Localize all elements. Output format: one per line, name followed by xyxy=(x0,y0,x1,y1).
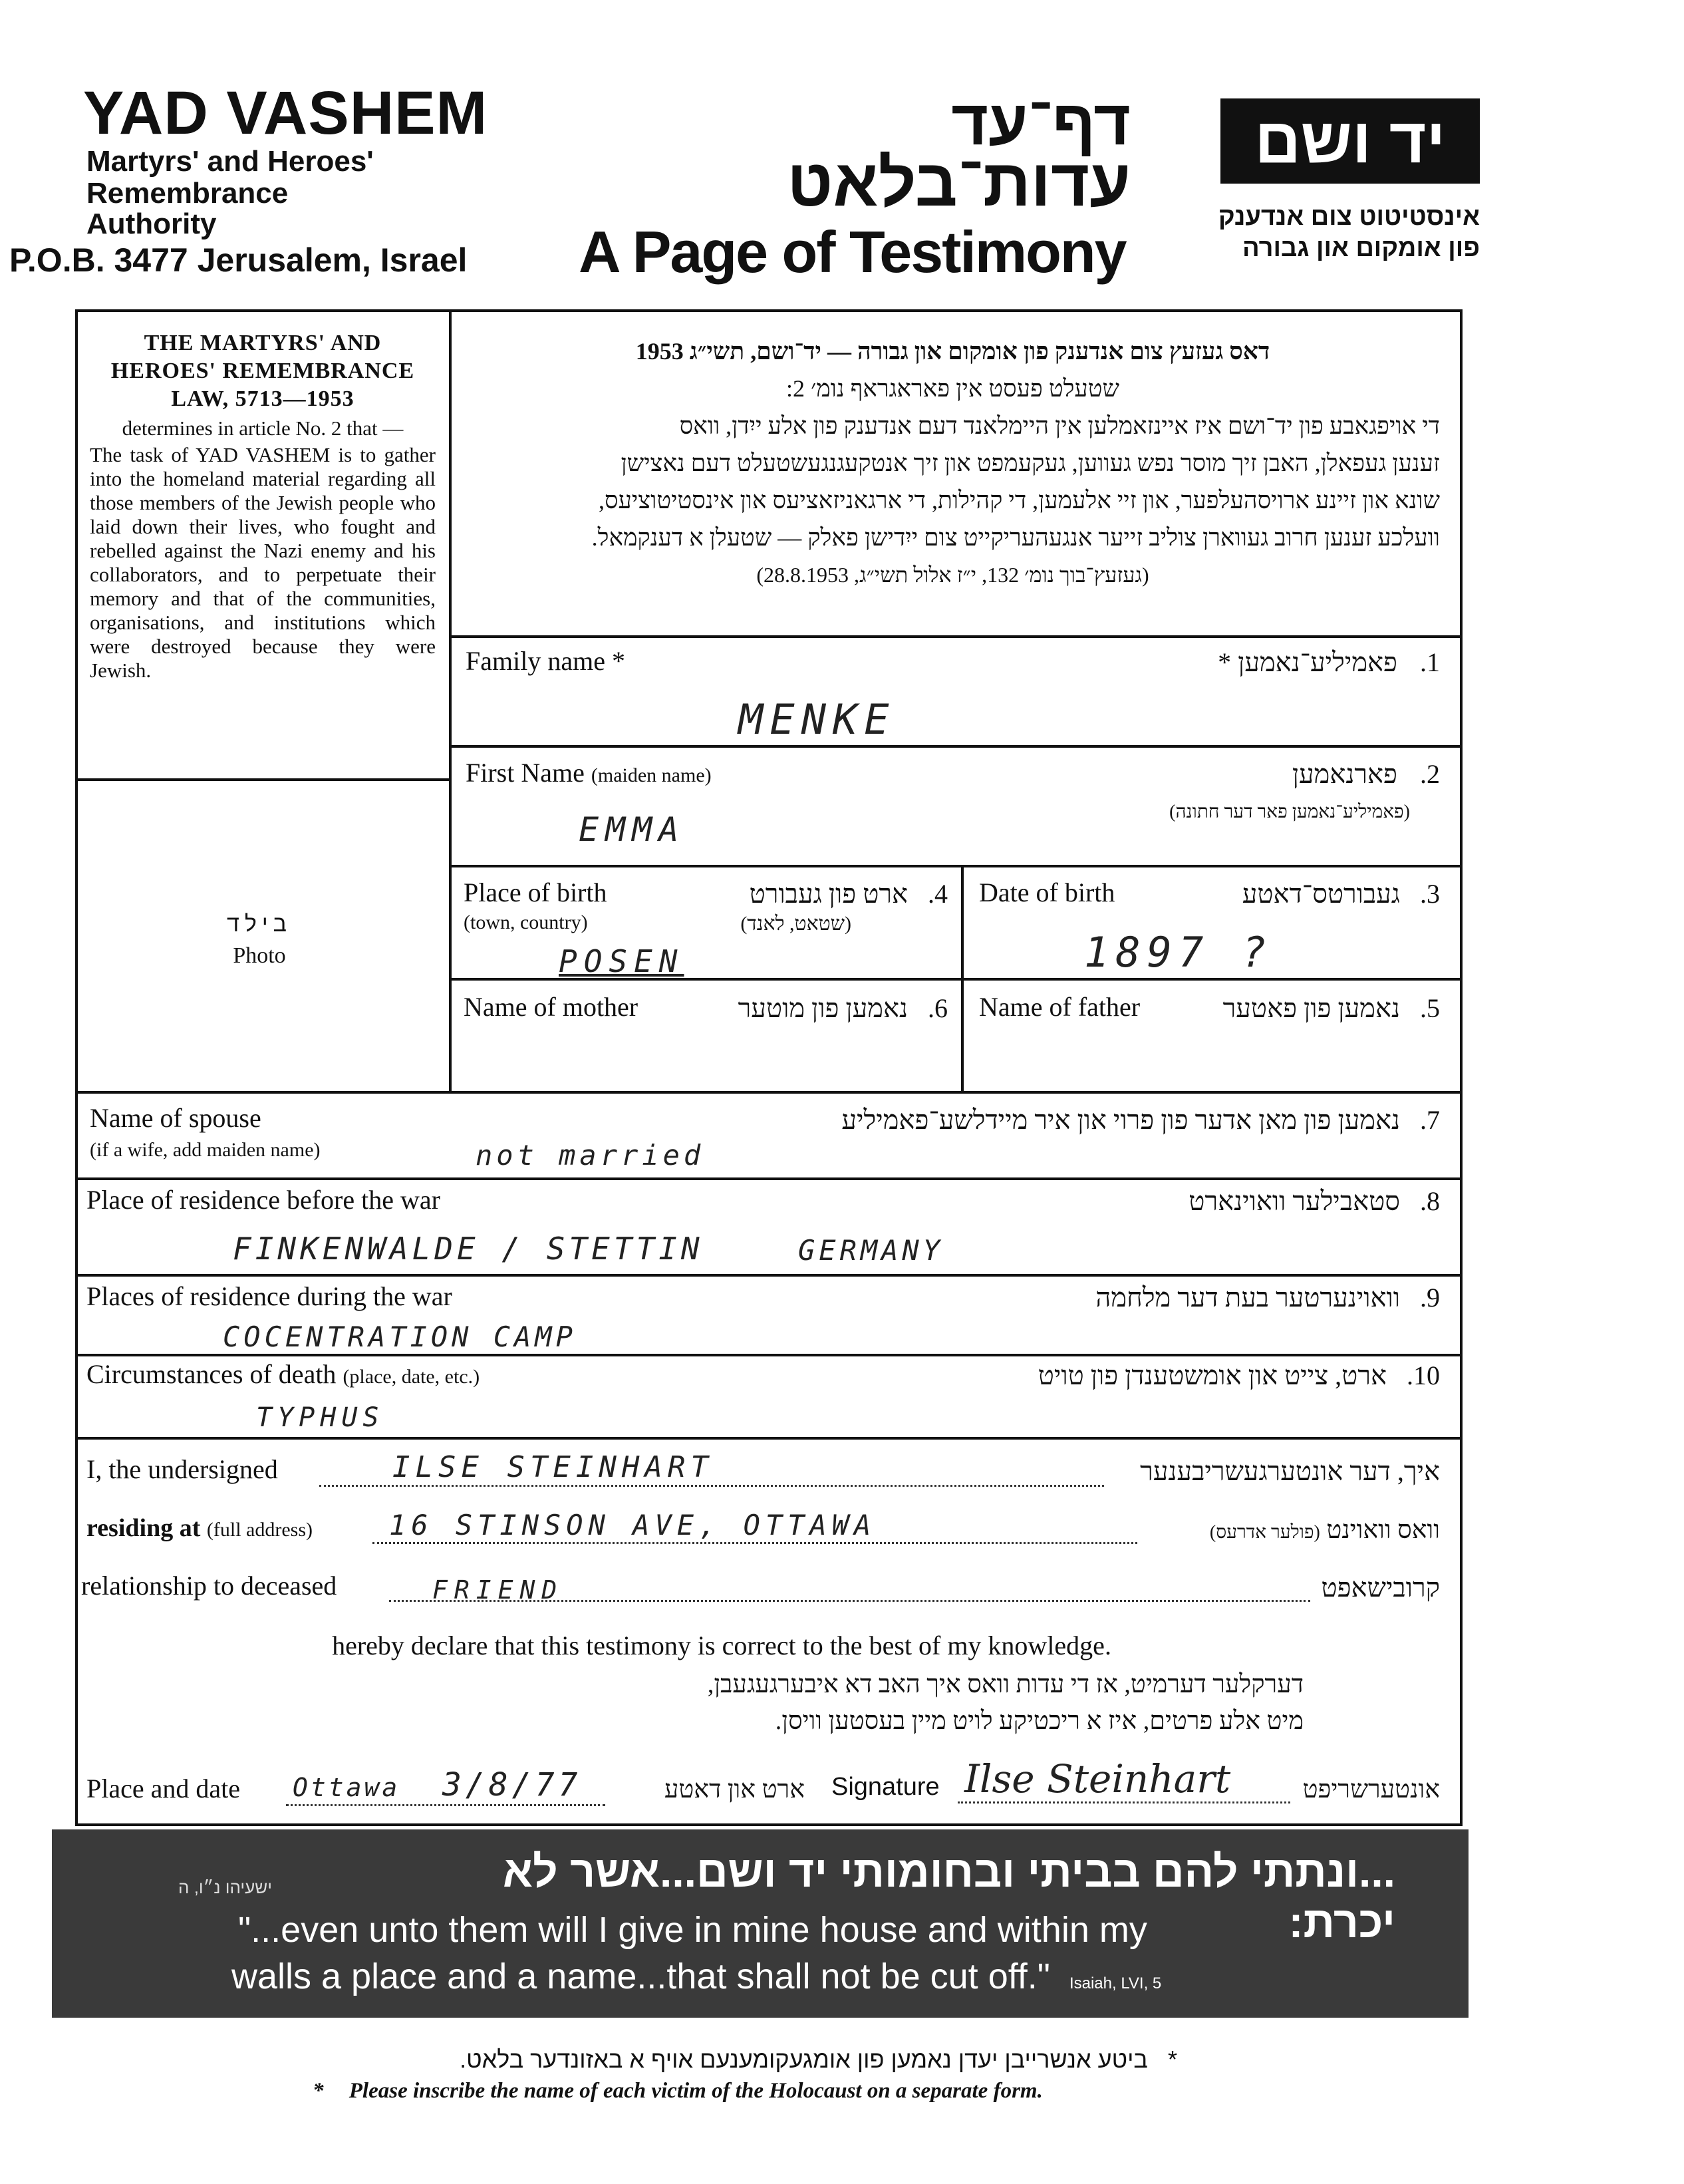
declaration-statement: hereby declare that this testimony is correct to the best of my knowledge. xyxy=(332,1631,1111,1660)
first-name-yi-sub: (פאמיליע־נאמען פאר דער חתונה) xyxy=(1169,802,1410,822)
residence-during-yi-label xyxy=(931,1282,1440,1313)
banner-english-2 xyxy=(231,1956,1161,1997)
first-name-yi-label xyxy=(1064,758,1440,790)
residence-during-yi-text: וואוינערטער בעת דער מלחמה xyxy=(1095,1283,1400,1313)
date-of-birth-label: Date of birth xyxy=(979,877,1115,907)
first-name-label-sub: (maiden name) xyxy=(591,764,712,786)
photo-label: Photo xyxy=(233,943,286,968)
family-name-yi-label xyxy=(1064,647,1440,678)
residence-before-yi-text: סטאבילער וואוינארט xyxy=(1189,1186,1400,1216)
place-date-label: Place and date xyxy=(86,1774,240,1803)
first-name-yi-text: פארנאמען xyxy=(1292,759,1397,789)
footer-note xyxy=(313,2079,1244,2104)
field-number: 8. xyxy=(1420,1186,1440,1216)
yi-law-line5: שונא און זיינע ארויסהעלפער, און זיי אלעמען, די קהילות, די ארגאניזאציעס און אינסטיטוציעס, xyxy=(598,487,1440,514)
spouse-yi-label xyxy=(685,1104,1440,1136)
yad-vashem-logo xyxy=(1220,98,1480,184)
footnote-asterisk: * xyxy=(313,2079,324,2103)
relationship-yi-label: קרובישאפט xyxy=(1321,1573,1440,1603)
declaration-yi-line2: מיט אלע פרטים, איז א ריכטיקע לויט מיין בעסטען וויסן. xyxy=(775,1707,1304,1735)
field-number: 6. xyxy=(928,993,948,1023)
yi-law-line3: די אויפגאבע פון יד־ושם איז איינזאמלען אין היימלאנד דעם אנדענק פון אלע ייִדן, וואס xyxy=(679,412,1440,439)
place-value[interactable]: Ottawa xyxy=(293,1773,400,1802)
footer-note-text: Please inscribe the name of each victim of the Holocaust on a separate form. xyxy=(349,2079,1043,2103)
quote-banner xyxy=(52,1829,1469,2018)
law-photo-divider xyxy=(75,778,451,781)
birth-column-divider xyxy=(961,865,964,1091)
yi-title-2: עדות־בלאט xyxy=(787,146,1131,220)
residing-label-sub: (full address) xyxy=(206,1519,313,1541)
org-address: P.O.B. 3477 Jerusalem, Israel xyxy=(9,241,468,279)
mother-yi-text: נאמען פון מוטער xyxy=(738,993,908,1023)
death-label-text: Circumstances of death xyxy=(86,1359,337,1389)
banner-hebrew-ref: ישעיהו נ״ו, ה xyxy=(178,1877,273,1897)
page-title: A Page of Testimony xyxy=(579,219,1126,285)
relationship-label: relationship to deceased xyxy=(81,1571,337,1601)
yi-org-line2: פון אומקום און גבורה xyxy=(1242,234,1480,262)
father-yi-text: נאמען פון פאטער xyxy=(1222,993,1400,1023)
place-date-line xyxy=(286,1804,605,1806)
date-of-birth-yi-label xyxy=(1197,878,1440,909)
spouse-label: Name of spouse xyxy=(90,1103,261,1133)
family-name-value[interactable]: MENKE xyxy=(738,695,896,744)
undersigned-line xyxy=(319,1485,1104,1487)
org-line3: Authority xyxy=(86,208,217,240)
left-column-divider xyxy=(449,309,452,1091)
residence-before-yi-label xyxy=(998,1185,1440,1217)
spouse-yi-text: נאמען פון מאן אדער פון פרוי און איר מיידלשע־פאמיליע xyxy=(841,1105,1400,1135)
first-name-value[interactable]: EMMA xyxy=(579,810,686,849)
footer-yi-note-text: ביטע אנשרייבן יעדן נאמען פון אומגעקומענעם אויף א באזונדער בלאט. xyxy=(460,2046,1148,2073)
row-divider xyxy=(75,1354,1463,1356)
mother-yi-label xyxy=(665,993,948,1024)
first-name-label xyxy=(466,757,712,788)
undersigned-yi-label: איך, דער אונטערגעשריבענער xyxy=(1140,1456,1440,1486)
date-of-birth-yi-text: געבורטס־דאטע xyxy=(1242,879,1400,909)
place-of-birth-value[interactable]: POSEN xyxy=(559,943,684,979)
undersigned-label: I, the undersigned xyxy=(86,1454,278,1484)
death-value[interactable]: TYPHUS xyxy=(256,1402,384,1433)
row-divider xyxy=(75,1437,1463,1440)
residence-during-value[interactable]: COCENTRATION CAMP xyxy=(223,1321,577,1353)
field-number: 4. xyxy=(928,879,948,909)
row-divider xyxy=(449,865,1463,867)
org-line2: Remembrance xyxy=(86,177,289,210)
relationship-value[interactable]: FRIEND xyxy=(432,1575,564,1605)
place-of-birth-label: Place of birth xyxy=(464,877,607,907)
field-number: 10. xyxy=(1407,1360,1440,1390)
yi-law-line4: זענען געפאלן, האבן זיך מוסר נפש געווען, געקעמפט און זיך אנטקעגנגעשטעלט דעם נאצישן xyxy=(621,450,1440,476)
residing-line xyxy=(372,1542,1137,1544)
spouse-sub: (if a wife, add maiden name) xyxy=(90,1139,321,1161)
form-body-divider xyxy=(75,1091,1463,1094)
place-of-birth-yi-label xyxy=(665,878,948,909)
field-number: 9. xyxy=(1420,1283,1440,1313)
banner-hebrew: ...ונתתי להם בביתי ובחומותי יד ושם...אשר לא יכרת: xyxy=(503,1847,1395,1947)
residence-before-label: Place of residence before the war xyxy=(86,1185,440,1215)
law-box xyxy=(90,329,436,683)
row-divider xyxy=(75,1274,1463,1277)
signature-yi-label: אונטערשריפט xyxy=(1302,1776,1440,1803)
date-of-birth-value[interactable]: 1897 ? xyxy=(1084,928,1273,977)
field-number: 3. xyxy=(1420,879,1440,909)
yi-org-line1: אינסטיטוט צום אנדענק xyxy=(1218,203,1480,231)
field-number: 7. xyxy=(1420,1105,1440,1135)
undersigned-value[interactable]: ILSE STEINHART xyxy=(392,1450,714,1484)
residing-label xyxy=(86,1513,313,1543)
father-label: Name of father xyxy=(979,992,1141,1022)
death-label-sub: (place, date, etc.) xyxy=(343,1366,480,1388)
footer-yi-note xyxy=(333,2046,1177,2074)
yi-law-line6: וועלכע זענען חרוב געווארן צוליב זייער אנגעהעריקייט צום ייִדישן פאלק — שטעלן א דענקמאל. xyxy=(591,524,1440,551)
place-date-yi-label: ארט און דאטע xyxy=(664,1776,805,1803)
law-body: The task of YAD VASHEM is to gather into the homeland material regarding all those members of the Jewish people who laid down their lives, who fought and rebelled against the Nazi enemy and his collaborators, and to perpetuate their memory and that of the communities, organisations, and institutions which were destroyed because they were Jewish. xyxy=(90,443,436,682)
residing-label-text: residing at xyxy=(86,1514,201,1542)
org-title: YAD VASHEM xyxy=(83,79,488,147)
yi-law-line2: שטעלט פעסט אין פאראגראף נומ׳ 2: xyxy=(785,375,1120,402)
residence-during-label: Places of residence during the war xyxy=(86,1281,452,1311)
place-of-birth-yi-text: ארט פון געבורט xyxy=(749,879,908,909)
first-name-label-text: First Name xyxy=(466,758,585,788)
law-title: THE MARTYRS' AND HEROES' REMEMBRANCE LAW, 5713—1953 xyxy=(110,331,415,411)
logo-text: יד ושם xyxy=(1254,105,1446,176)
banner-english-2-text: walls a place and a name...that shall not be cut off." xyxy=(231,1956,1050,1996)
residing-yi-sub: (פולער אדרעס) xyxy=(1209,1522,1320,1543)
photo-yi-label: בילד xyxy=(226,911,293,937)
place-of-birth-yi-sub: (שטאט, לאנד) xyxy=(740,913,851,935)
signature-value[interactable]: Ilse Steinhart xyxy=(964,1756,1231,1801)
death-yi-text: ארט, צייט און אומשטענדן פון טויט xyxy=(1038,1360,1387,1390)
residing-value[interactable]: 16 STINSON AVE, OTTAWA xyxy=(389,1509,877,1541)
mother-label: Name of mother xyxy=(464,992,638,1022)
org-line1: Martyrs' and Heroes' xyxy=(86,145,374,178)
signature-line xyxy=(958,1801,1290,1803)
banner-ref: Isaiah, LVI, 5 xyxy=(1069,1974,1162,1992)
date-value[interactable]: 3/8/77 xyxy=(442,1766,582,1803)
banner-english-1: "...even unto them will I give in mine house and within my xyxy=(238,1910,1147,1950)
yi-title-1: דף־עד xyxy=(951,87,1131,158)
family-name-yi-text: פאמיליע־נאמען * xyxy=(1218,647,1397,677)
field-number: 1. xyxy=(1420,647,1440,677)
death-label xyxy=(86,1358,480,1390)
residing-yi-label xyxy=(1131,1515,1440,1545)
residence-before-value-b[interactable]: GERMANY xyxy=(798,1234,944,1267)
spouse-value[interactable]: not married xyxy=(476,1139,705,1171)
row-divider xyxy=(449,745,1463,748)
signature-label: Signature xyxy=(831,1773,940,1801)
row-divider xyxy=(75,1177,1463,1180)
yi-law-box xyxy=(466,333,1440,593)
yi-law-line1: דאס געזעץ צום אנדענק פון אומקום און גבורה — יד־ושם, תשי״ג 1953 xyxy=(635,338,1270,365)
footnote-asterisk: * xyxy=(1167,2046,1177,2073)
declaration-yi-line1: דערקלער דערמיט, אז די עדות וואס איך האב דא איבערגעגעבן, xyxy=(707,1670,1304,1698)
family-name-label: Family name * xyxy=(466,646,625,676)
field-number: 2. xyxy=(1420,759,1440,789)
residing-yi-text: וואס וואוינט xyxy=(1326,1516,1440,1544)
yi-law-line7: (געזעץ־בוך נומ׳ 132, י״ז אלול תשי״ג, 28.8.1953) xyxy=(756,563,1149,587)
row-divider xyxy=(449,635,1463,638)
law-intro: determines in article No. 2 that — xyxy=(122,416,404,440)
father-yi-label xyxy=(1197,993,1440,1024)
place-of-birth-sub: (town, country) xyxy=(464,911,588,933)
death-yi-label xyxy=(865,1360,1440,1391)
residence-before-value-a[interactable]: FINKENWALDE / STETTIN xyxy=(233,1231,704,1267)
field-number: 5. xyxy=(1420,993,1440,1023)
